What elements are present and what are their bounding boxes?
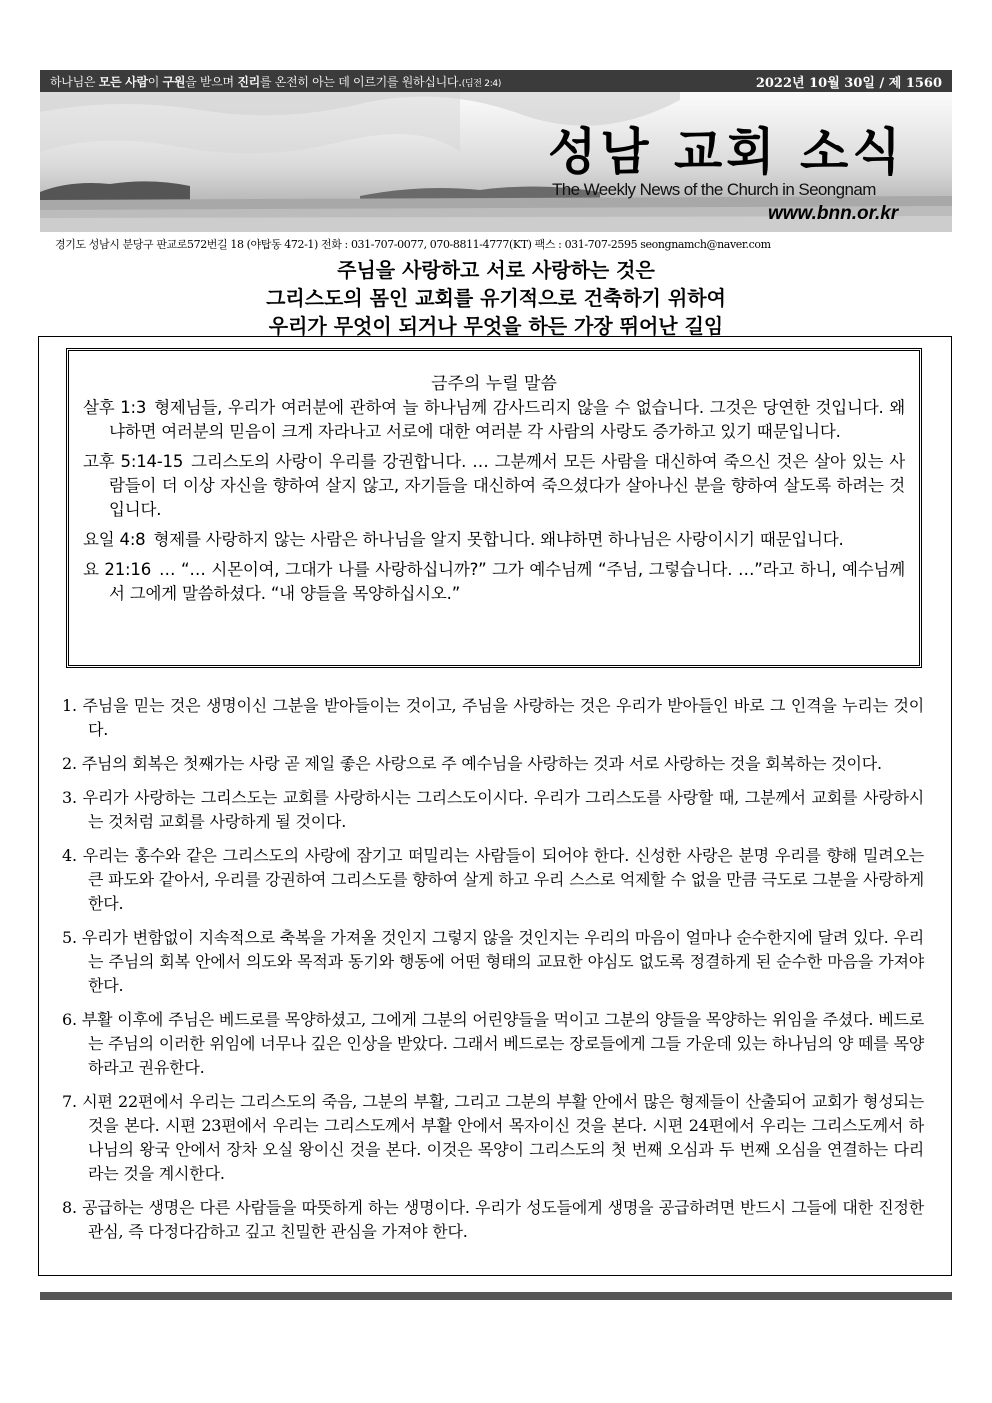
verse-ref: 요일 4:8 <box>83 530 146 549</box>
headline-line-2: 그리스도의 몸인 교회를 유기적으로 건축하기 위하여 <box>266 286 726 310</box>
footer-divider <box>40 1292 952 1300</box>
verse-box-title: 금주의 누릴 말씀 <box>431 374 557 394</box>
point-number: 8. <box>62 1198 77 1217</box>
verse-ref: 요 21:16 <box>83 560 151 579</box>
verse-item <box>83 528 905 552</box>
verse-item <box>83 450 905 522</box>
verse-text: 형제를 사랑하지 않는 사람은 하나님을 알지 못합니다. 왜냐하면 하나님은 사랑이시기 때문입니다. <box>153 530 844 549</box>
verse-ref: 살후 1:3 <box>83 398 147 417</box>
point-text: 시편 22편에서 우리는 그리스도의 죽음, 그분의 부활, 그리고 그분의 부활 안에서 많은 형제들이 산출되어 교회가 형성되는 것을 본다. 시편 23편에서 우리는 그리스도께서 부활 안에서 목자이신 것을 본다. 시편 24편에서 우리는 그리스도께서 하나님의 왕국 안에서 장차 오실 왕이신 것을 본다. 이것은 목양이 그리스도의 첫 번째 오심과 두 번째 오심을 연결하는 다리라는 것을 계시한다. <box>82 1092 925 1183</box>
verse-item <box>83 396 905 444</box>
point-number: 2. <box>62 754 77 773</box>
website-link[interactable]: www.bnn.or.kr <box>768 203 899 224</box>
point-text: 우리는 홍수와 같은 그리스도의 사랑에 잠기고 떠밀리는 사람들이 되어야 한다. 신성한 사랑은 분명 우리를 향해 밀려오는 큰 파도와 같아서, 우리를 강권하여 그리스도를 향하여 살게 하고 우리 스스로 억제할 수 없을 만큼 극도로 그분을 사랑하게 한다. <box>82 846 924 913</box>
point-item <box>62 1196 924 1244</box>
headline-line-3: 우리가 무엇이 되거나 무엇을 하든 가장 뛰어난 길임 <box>268 314 724 338</box>
headline-line-1: 주님을 사랑하고 서로 사랑하는 것은 <box>337 258 655 282</box>
issue-date: 2022년 10월 30일 / 제 1560 <box>755 75 942 91</box>
point-text: 주님을 믿는 것은 생명이신 그분을 받아들이는 것이고, 주님을 사랑하는 것은 우리가 받아들인 바로 그 인격을 누리는 것이다. <box>82 696 925 739</box>
verse-box <box>66 348 922 668</box>
point-number: 3. <box>62 788 77 807</box>
point-number: 7. <box>62 1092 77 1111</box>
newsletter-title: 성남 교회 소식 <box>548 122 905 181</box>
point-number: 4. <box>62 846 77 865</box>
point-text: 부활 이후에 주님은 베드로를 목양하셨고, 그에게 그분의 어린양들을 먹이고 그분의 양들을 목양하는 위임을 주셨다. 베드로는 주님의 이러한 위임에 너무나 깊은 인상을 받았다. 그래서 베드로는 장로들에게 그들 가운데 있는 하나님의 양 떼를 목양하라고 권유한다. <box>81 1010 925 1077</box>
verse-text: 그리스도의 사랑이 우리를 강권합니다. … 그분께서 모든 사람을 대신하여 죽으신 것은 살아 있는 사람들이 더 이상 자신을 향하여 살지 않고, 자기들을 대신하여 죽으셨다가 살아나신 분을 향하여 살도록 하려는 것입니다. <box>109 452 906 519</box>
motto-verse: 하나님은 모든 사람이 구원을 받으며 진리를 온전히 아는 데 이르기를 원하십니다.(딤전 2:4) <box>50 74 502 89</box>
point-number: 1. <box>62 696 77 715</box>
point-text: 주님의 회복은 첫째가는 사랑 곧 제일 좋은 사랑으로 주 예수님을 사랑하는 것과 서로 사랑하는 것을 회복하는 것이다. <box>81 754 882 773</box>
point-item <box>62 752 924 776</box>
headline <box>40 256 952 340</box>
newsletter-subtitle: The Weekly News of the Church in Seongnam <box>552 180 876 199</box>
header-bar <box>40 70 952 92</box>
verse-text: … “… 시몬이여, 그대가 나를 사랑하십니까?” 그가 예수님께 “주님, 그렇습니다. …”라고 하니, 예수님께서 그에게 말씀하셨다. “내 양들을 목양하십시오.” <box>109 560 906 603</box>
point-item <box>62 926 924 998</box>
point-item <box>62 1008 924 1080</box>
point-text: 공급하는 생명은 다른 사람들을 따뜻하게 하는 생명이다. 우리가 성도들에게 생명을 공급하려면 반드시 그들에 대한 진정한 관심, 즉 다정다감하고 깊고 친밀한 관심을 가져야 한다. <box>82 1198 924 1241</box>
verse-item <box>83 558 905 606</box>
point-item <box>62 694 924 742</box>
point-text: 우리가 사랑하는 그리스도는 교회를 사랑하시는 그리스도이시다. 우리가 그리스도를 사랑할 때, 그분께서 교회를 사랑하시는 것처럼 교회를 사랑하게 될 것이다. <box>82 788 924 831</box>
point-item <box>62 1090 924 1186</box>
point-text: 우리가 변함없이 지속적으로 축복을 가져올 것인지 그렇지 않을 것인지는 우리의 마음이 얼마나 순수한지에 달려 있다. 우리는 주님의 회복 안에서 의도와 목적과 동기와 행동에 어떤 형태의 교묘한 야심도 없도록 정결하게 된 순수한 마음을 가져야 한다. <box>81 928 924 995</box>
verse-text: 형제님들, 우리가 여러분에 관하여 늘 하나님께 감사드리지 않을 수 없습니다. 그것은 당연한 것입니다. 왜냐하면 여러분의 믿음이 크게 자라나고 서로에 대한 여러분 각 사람의 사랑도 증가하고 있기 때문입니다. <box>109 398 905 441</box>
point-number: 5. <box>62 928 77 947</box>
point-number: 6. <box>62 1010 77 1029</box>
message-points <box>62 694 924 1254</box>
church-address: 경기도 성남시 분당구 판교로572번길 18 (야탑동 472-1) 전화 : 031-707-0077, 070-8811-4777(KT) 팩스 : 031-707-2595 seongnamch@naver.com <box>55 238 771 251</box>
point-item <box>62 786 924 834</box>
verse-ref: 고후 5:14-15 <box>83 452 184 471</box>
point-item <box>62 844 924 916</box>
